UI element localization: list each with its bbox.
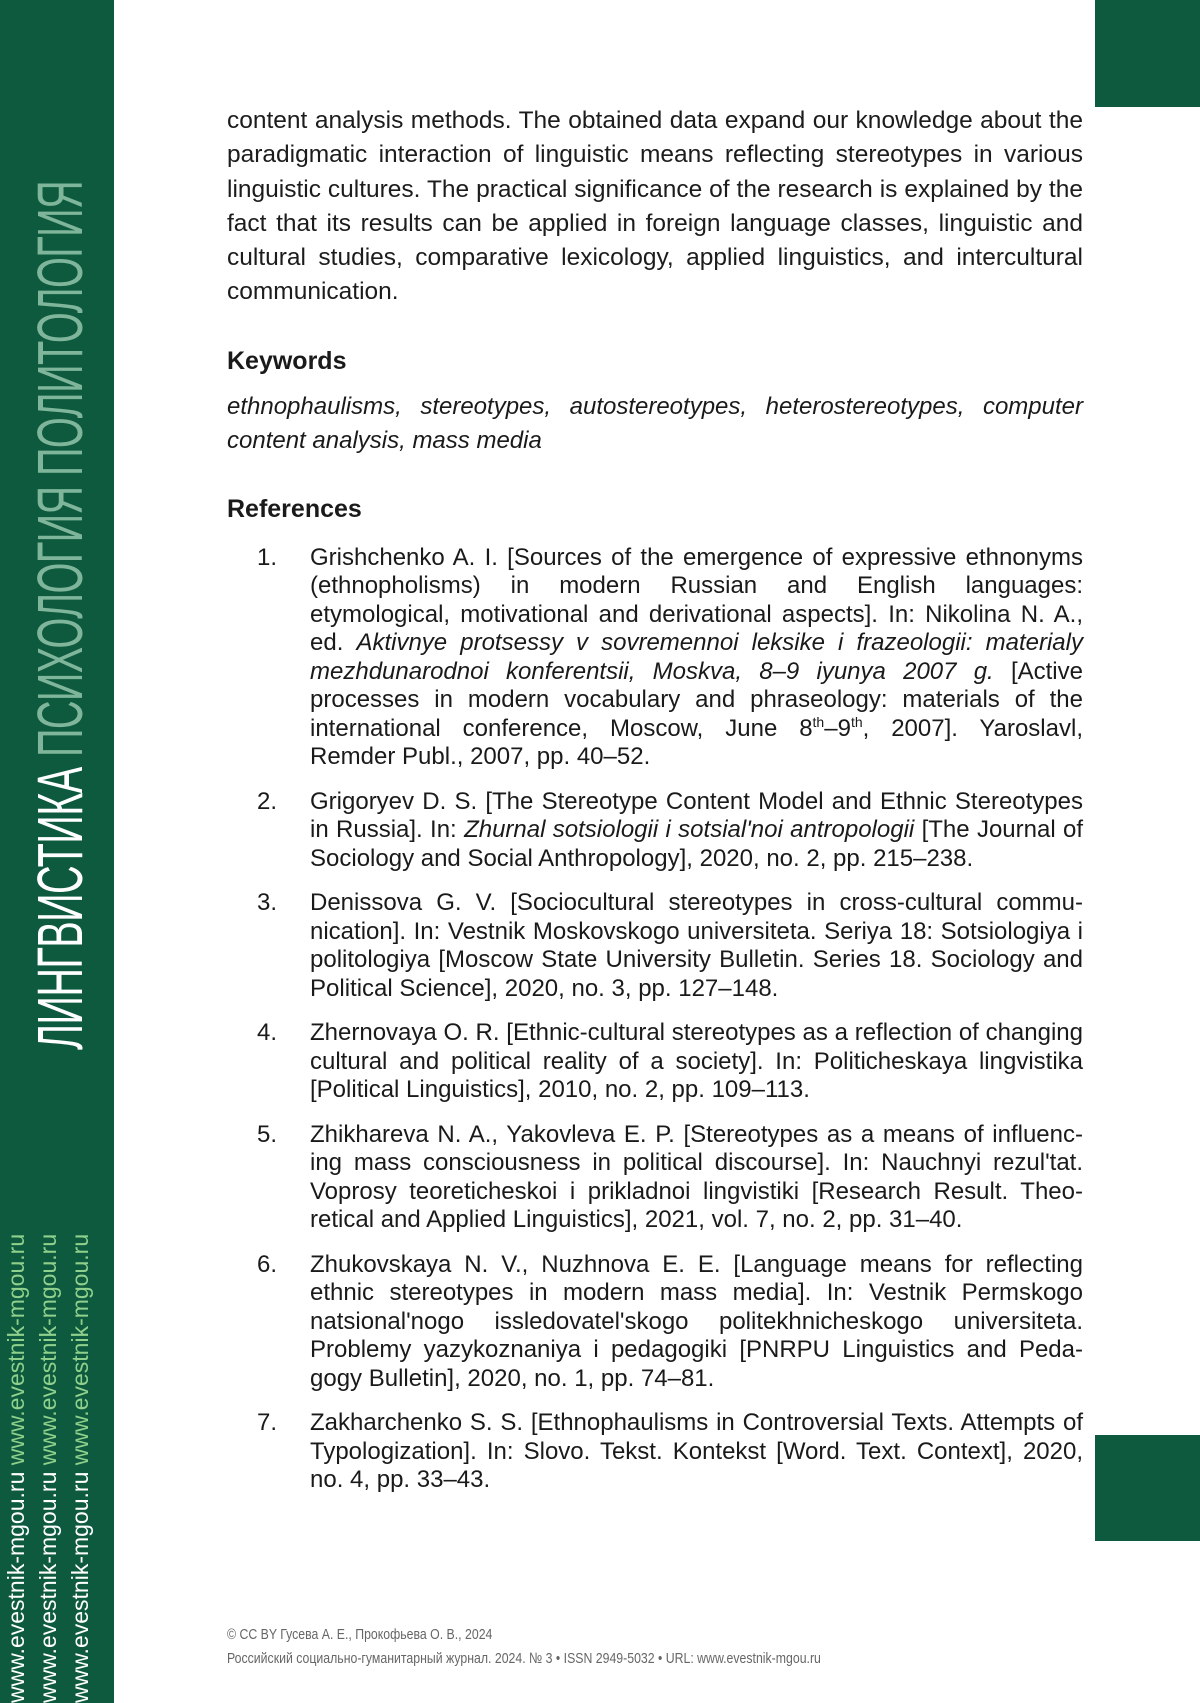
reference-number: 7. (257, 1409, 278, 1437)
reference-number: 4. (257, 1019, 278, 1047)
reference-number: 3. (257, 889, 278, 917)
reference-item (227, 788, 1083, 874)
article-content (227, 104, 1083, 1511)
reference-item (227, 544, 1083, 772)
keywords-heading: Keywords (227, 346, 347, 375)
reference-item (227, 1251, 1083, 1394)
sidebar-url-white[interactable]: www.evestnik-mgou.ru (3, 1471, 29, 1703)
sidebar-url-line-1 (4, 1234, 28, 1703)
section-title-main: ЛИНГВИСТИКА (24, 767, 96, 1050)
reference-number: 2. (257, 787, 278, 815)
keywords-list: ethnophaulisms, stereotypes, autostereotypes, heterostereotypes, computer content analysis, mass media (227, 392, 1083, 454)
abstract-tail-paragraph: content analysis methods. The obtained data expand our knowledge about the paradigmatic interaction of linguistic means reflecting stereotypes in various linguistic cultures. The practical significance of the research is explained by the fact that its results can be applied in foreign language classes, linguistic and cultural studies, comparative lexicology, applied linguistics, and intercultural communication. (227, 107, 1083, 306)
reference-italic-title: Aktivnye protsessy v sovremennoi leksike i frazeologii: materialy mezhdunarodnoi konferentsii, Moskva, 8–9 iyunya 2007 g. (310, 629, 1083, 685)
reference-text: Denissova G. V. [Sociocultural stereotypes in cross-cultural communication]. In: Vestnik Moskovskogo universiteta. Seriya 18: Sotsiologiya i politologiya [Moscow State University Bulletin. Series 18. Sociology and Political Science], 2020, no. 3, pp. 127–148. (310, 889, 1083, 1002)
references-heading: References (227, 494, 362, 523)
reference-item (227, 1121, 1083, 1235)
references-list (227, 544, 1083, 1495)
journal-section-title (24, 180, 96, 1050)
reference-text: Zhernovaya O. R. [Ethnic-cultural stereotypes as a reflection of changing cultural and political reality of a society]. In: Politicheskaya lingvistika [Political Linguistics], 2010, no. 2, pp. 109–113. (310, 1019, 1083, 1104)
sidebar-url-white[interactable]: www.evestnik-mgou.ru (35, 1471, 61, 1703)
reference-text: Zhikhareva N. A., Yakovleva E. P. [Stereotypes as a means of influencing mass consciousness in political discourse]. In: Nauchnyi rezul'tat. Voprosy teoreticheskoi i prikladnoi lingvistiki [Research Result. Theoretical and Applied Linguistics], 2021, vol. 7, no. 2, pp. 31–40. (310, 1120, 1083, 1234)
reference-text: Zakharchenko S. S. [Ethnophaulisms in Controversial Texts. Attempts of Typologization]. In: Slovo. Tekst. Kontekst [Word. Text. Context], 2020, no. 4, pp. 33–43. (310, 1409, 1083, 1494)
sidebar-url-green[interactable]: www.evestnik-mgou.ru (3, 1233, 29, 1466)
journal-sidebar (0, 0, 114, 1703)
corner-decor-bottom (1095, 1435, 1200, 1541)
page-footer (227, 1623, 987, 1671)
sidebar-url-line-2 (36, 1234, 60, 1703)
reference-number: 5. (257, 1120, 278, 1148)
reference-text: Zhukovskaya N. V., Nuzhnova E. E. [Language means for reflecting ethnic stereotypes in modern mass media]. In: Vestnik Permskogo natsional'nogo issledovatel'skogo politekhnicheskogo universiteta. Problemy yazykoznaniya i pedagogiki [PNRPU Linguistics and Pedagogy Bulletin], 2020, no. 1, pp. 74–81. (310, 1250, 1083, 1392)
reference-item (227, 1019, 1083, 1105)
reference-italic-title: Zhurnal sotsiologii i sotsial'noi antropologii (464, 816, 915, 844)
reference-text: Grishchenko A. I. [Sources of the emergence of expressive ethnonyms (ethnopholisms) in modern Russian and English languages: etymological, motivational and derivational aspects]. In: Nikolina N. A., ed. Aktivnye protsessy v sovremennoi leksike i frazeologii: materialy mezhdunarodnoi konferentsii, Moskva, 8–9 iyunya 2007 g. [Active processes in modern vocabulary and phraseology: materials of the international conference, Moscow, June 8th–9th, 2007]. Yaroslavl, Remder Publ., 2007, pp. 40–52. (310, 543, 1083, 771)
reference-item (227, 889, 1083, 1003)
reference-text: Grigoryev D. S. [The Stereotype Content Model and Ethnic Stereotypes in Russia]. In: Zhurnal sotsiologii i sotsial'noi antropologii [The Journal of Sociology and Social Anthropology], 2020, no. 2, pp. 215–238. (310, 787, 1084, 872)
footer-journal-info: Российский социально-гуманитарный журнал. 2024. № 3 • ISSN 2949-5032 • URL: www.evestnik-mgou.ru (227, 1650, 821, 1667)
section-title-sub: ПСИХОЛОГИЯ ПОЛИТОЛОГИЯ (24, 180, 96, 758)
corner-decor-top (1095, 0, 1200, 107)
sidebar-url-green[interactable]: www.evestnik-mgou.ru (35, 1233, 61, 1466)
reference-number: 1. (257, 543, 278, 571)
reference-number: 6. (257, 1250, 278, 1278)
sidebar-url-white[interactable]: www.evestnik-mgou.ru (67, 1471, 93, 1703)
footer-copyright: © CC BY Гусева А. Е., Прокофьева О. В., 2024 (227, 1626, 493, 1643)
reference-item (227, 1409, 1083, 1495)
sidebar-url-line-3 (68, 1234, 92, 1703)
sidebar-url-green[interactable]: www.evestnik-mgou.ru (67, 1233, 93, 1466)
